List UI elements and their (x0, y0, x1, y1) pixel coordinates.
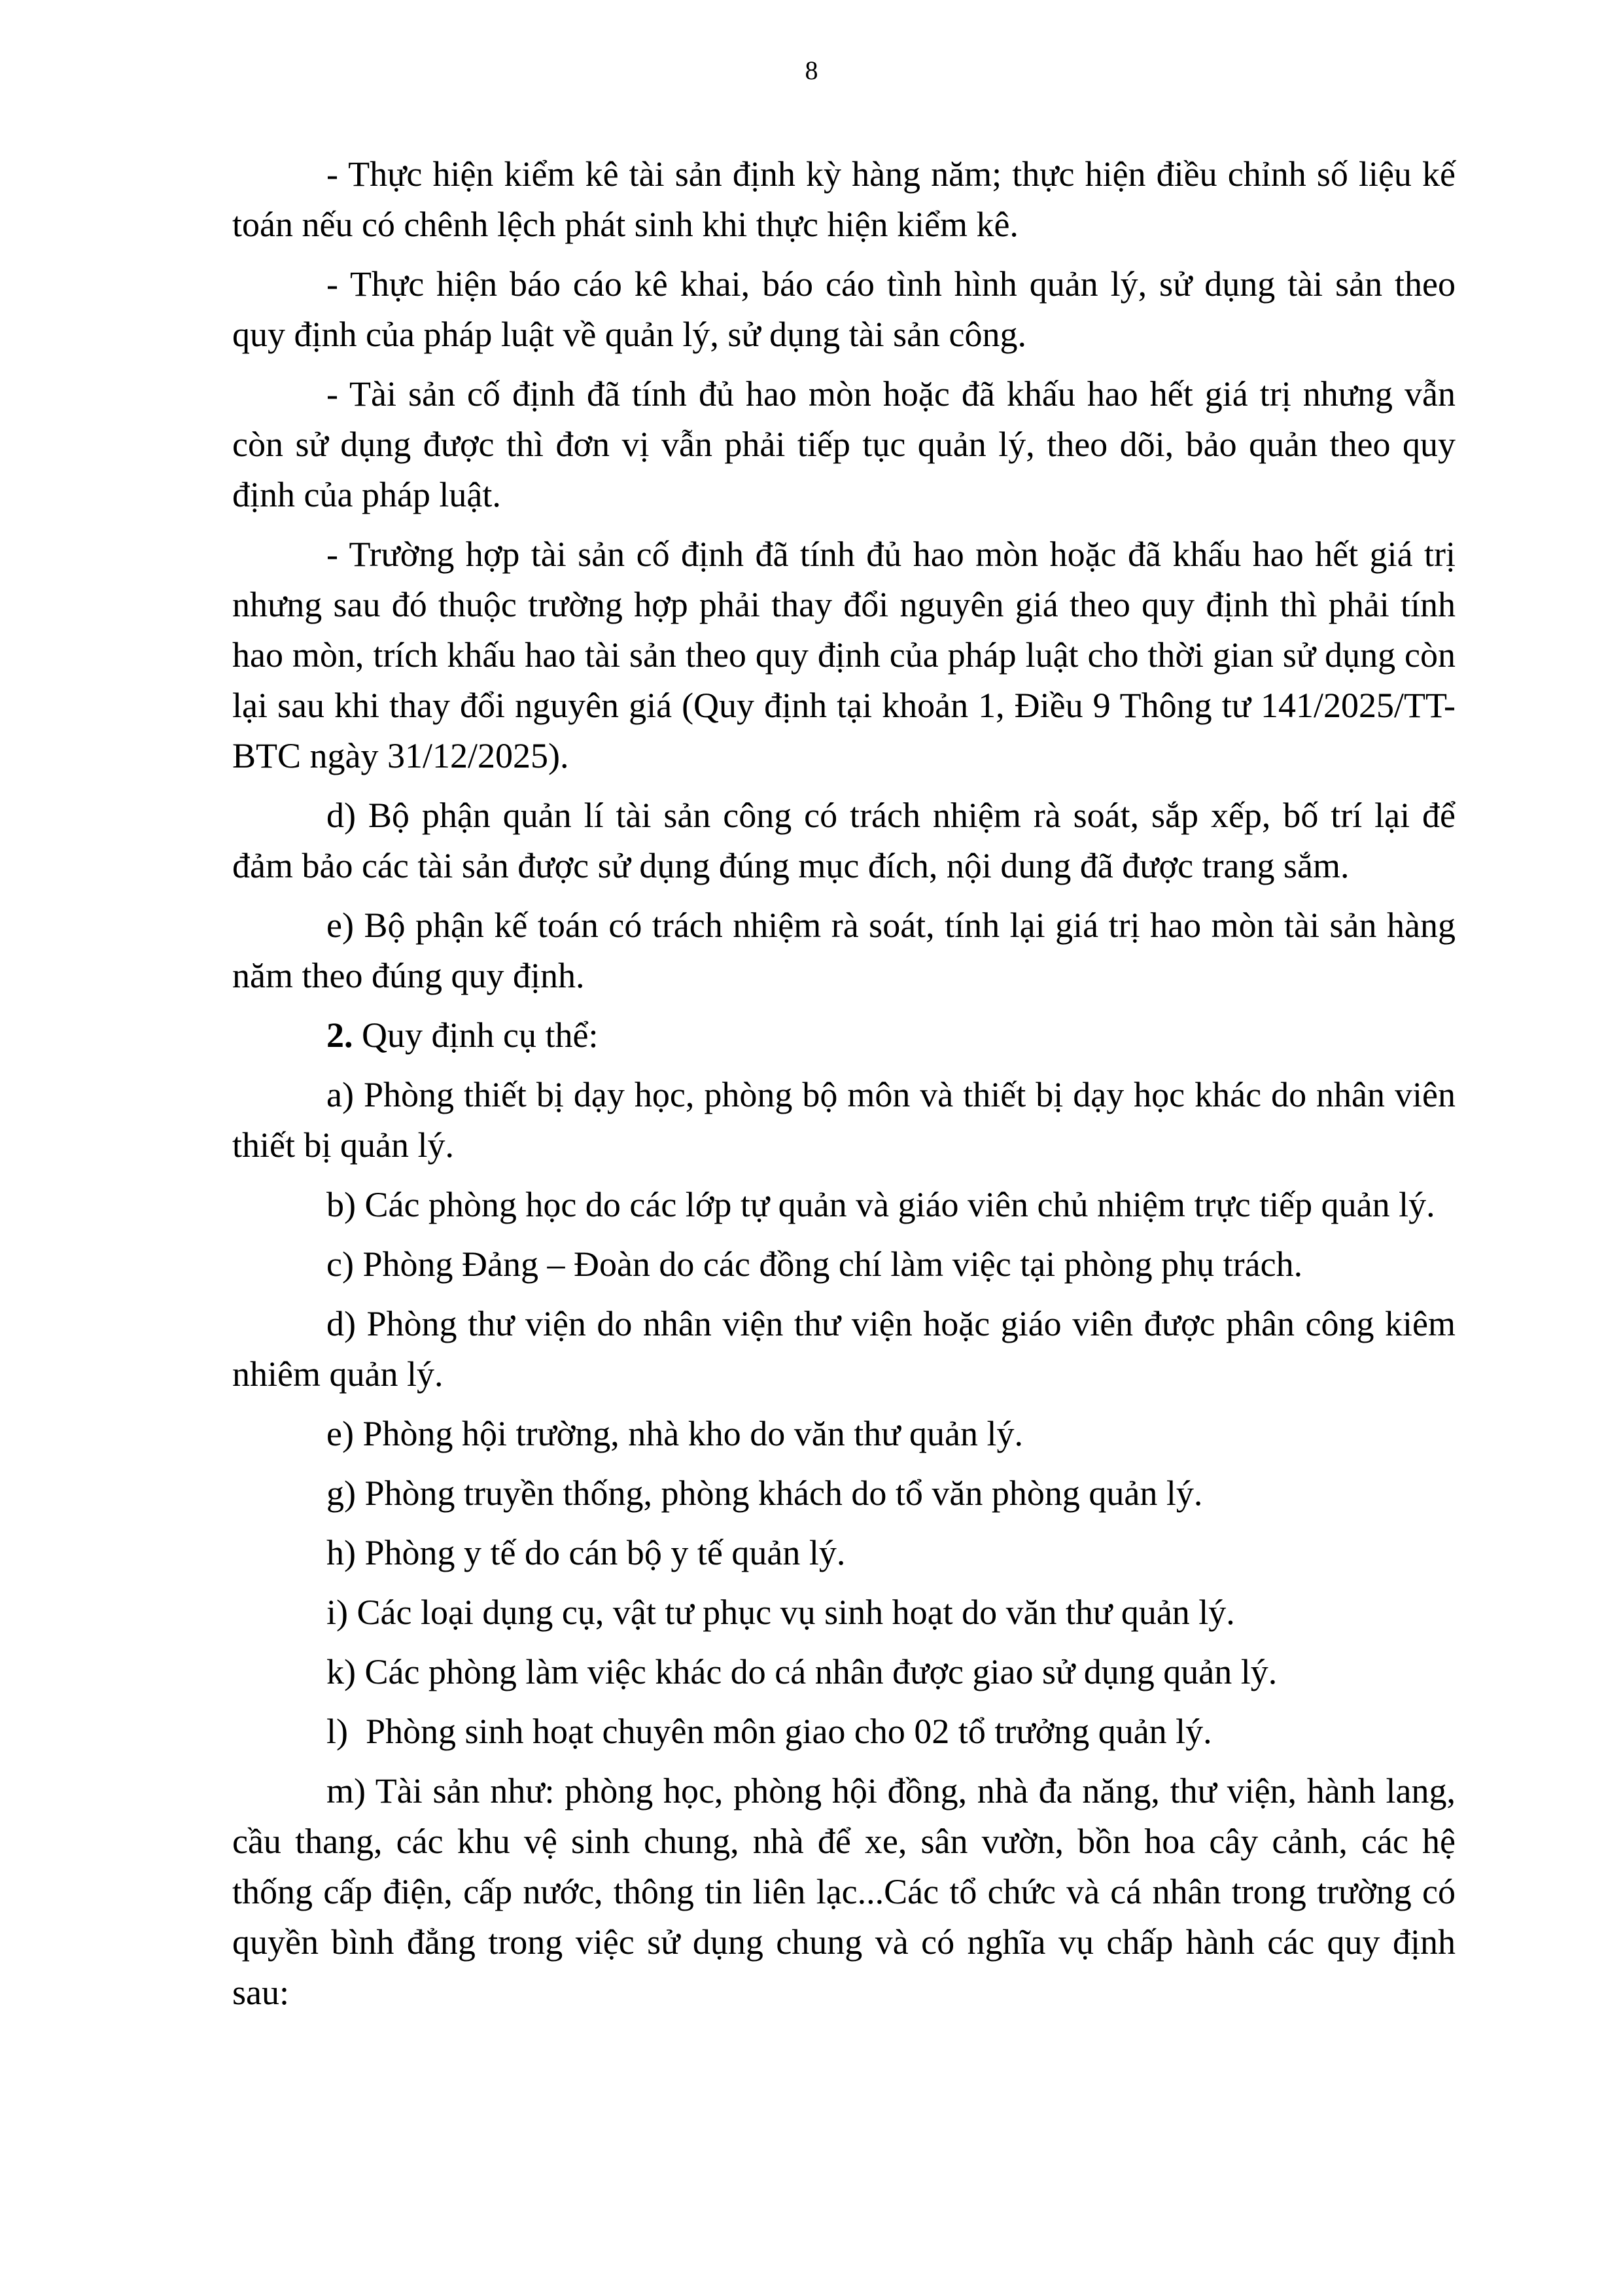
paragraph-inventory: - Thực hiện kiểm kê tài sản định kỳ hàng năm; thực hiện điều chỉnh số liệu kế toán nếu có chênh lệch phát sinh khi thực hiện kiểm kê. (232, 154, 1456, 244)
page-number: 8 (805, 56, 818, 85)
section-number: 2. (326, 1016, 353, 1055)
paragraph-depreciated-assets: - Tài sản cố định đã tính đủ hao mòn hoặc đã khấu hao hết giá trị nhưng vẫn còn sử dụng được thì đơn vị vẫn phải tiếp tục quản lý, theo dõi, bảo quản theo quy định của pháp luật. (232, 374, 1456, 514)
list-item: d) Phòng thư viện do nhân viện thư viện hoặc giáo viên được phân công kiêm nhiêm quản lý. (232, 1304, 1456, 1394)
list-item: k) Các phòng làm việc khác do cá nhân được giao sử dụng quản lý. (326, 1652, 1278, 1691)
list-item: e) Phòng hội trường, nhà kho do văn thư quản lý. (326, 1414, 1023, 1453)
section-heading (232, 1010, 1456, 1061)
document-body (232, 149, 1456, 2027)
list-item: l) Phòng sinh hoạt chuyên môn giao cho 02 tổ trưởng quản lý. (326, 1712, 1212, 1751)
paragraph-original-cost-change: - Trường hợp tài sản cố định đã tính đủ hao mòn hoặc đã khấu hao hết giá trị nhưng sau đó thuộc trường hợp phải thay đổi nguyên giá theo quy định thì phải tính hao mòn, trích khấu hao tài sản theo quy định của pháp luật cho thời gian sử dụng còn lại sau khi thay đổi nguyên giá (Quy định tại khoản 1, Điều 9 Thông tư 141/2025/TT-BTC ngày 31/12/2025). (232, 535, 1456, 775)
list-item: g) Phòng truyền thống, phòng khách do tổ văn phòng quản lý. (326, 1474, 1203, 1513)
paragraph-reporting: - Thực hiện báo cáo kê khai, báo cáo tình hình quản lý, sử dụng tài sản theo quy định của pháp luật về quản lý, sử dụng tài sản công. (232, 264, 1456, 354)
list-item: b) Các phòng học do các lớp tự quản và giáo viên chủ nhiệm trực tiếp quản lý. (326, 1185, 1435, 1224)
paragraph-item-d-asset-management: d) Bộ phận quản lí tài sản công có trách nhiệm rà soát, sắp xếp, bố trí lại để đảm bảo các tài sản được sử dụng đúng mục đích, nội dung đã được trang sắm. (232, 796, 1456, 885)
list-item: i) Các loại dụng cụ, vật tư phục vụ sinh hoạt do văn thư quản lý. (326, 1593, 1235, 1632)
list-item: m) Tài sản như: phòng học, phòng hội đồng, nhà đa năng, thư viện, hành lang, cầu thang, các khu vệ sinh chung, nhà để xe, sân vườn, bồn hoa cây cảnh, các hệ thống cấp điện, cấp nước, thông tin liên lạc...Các tổ chức và cá nhân trong trường có quyền bình đẳng trong việc sử dụng chung và có nghĩa vụ chấp hành các quy định sau: (232, 1771, 1456, 2012)
list-item: h) Phòng y tế do cán bộ y tế quản lý. (326, 1533, 846, 1572)
section-title: Quy định cụ thể: (353, 1016, 599, 1055)
paragraph-item-e-accounting: e) Bộ phận kế toán có trách nhiệm rà soát, tính lại giá trị hao mòn tài sản hàng năm theo đúng quy định. (232, 906, 1456, 995)
list-item: c) Phòng Đảng – Đoàn do các đồng chí làm việc tại phòng phụ trách. (326, 1245, 1303, 1284)
list-item: a) Phòng thiết bị dạy học, phòng bộ môn và thiết bị dạy học khác do nhân viên thiết bị quản lý. (232, 1075, 1456, 1165)
